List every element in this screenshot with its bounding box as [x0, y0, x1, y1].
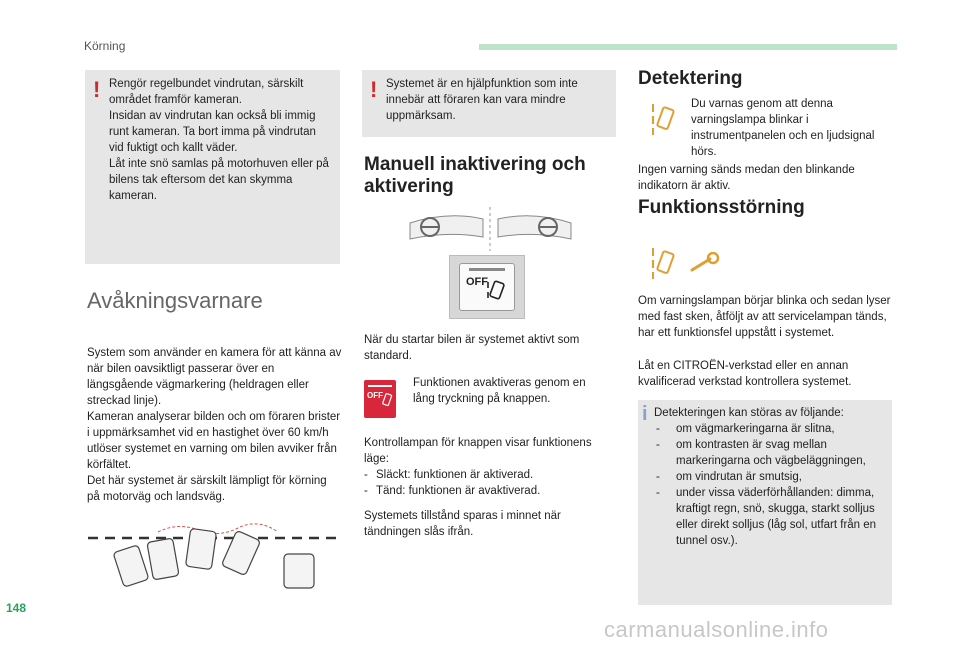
off-button: [459, 263, 515, 311]
warning-text: Rengör regelbundet vindrutan, särskilt området framför kameran. Insidan av vindrutan kan också bli immig runt kameran. Ta bort imma på vindrutan vid fuktigt och kallt väder. Låt inte snö samlas på motorhuven eller på bilens tak eftersom det kan skymma kameran.: [109, 78, 329, 202]
warning-icon: !: [93, 77, 101, 102]
lane-departure-illustration: [88, 518, 338, 590]
list-item: - Tänd: funktionen är avaktiverad.: [364, 483, 609, 499]
detection-text: Du varnas genom att denna varningslampa blinkar i instrumentpanelen och en ljudsignal hörs.: [691, 98, 875, 158]
off-button-icon: OFF: [364, 380, 396, 418]
warning-box-assist: [362, 70, 616, 137]
no-warning-text: Ingen varning sänds medan den blinkande indikatorn är aktiv.: [638, 164, 855, 192]
heading-manual-deactivation: Manuell inaktivering och aktivering: [364, 154, 586, 197]
warning-box-camera: [85, 70, 340, 264]
list-item: - om kontrasten är svag mellan markeringarna och vägbeläggningen,: [656, 437, 886, 469]
lamp-status-description: Kontrollampan för knappen visar funktionens läge: - Släckt: funktionen är aktiverad. - Tänd: funktionen är avaktiverad.: [364, 435, 609, 499]
list-item: - om vindrutan är smutsig,: [656, 469, 886, 485]
lane-departure-lamp-icon: [650, 102, 676, 136]
section-label: Körning: [84, 39, 126, 53]
memory-text: Systemets tillstånd sparas i minnet när tändningen slås ifrån.: [364, 510, 561, 538]
header-accent-bar: [479, 44, 897, 50]
default-state-text: När du startar bilen är systemet aktivt som standard.: [364, 334, 580, 362]
interference-list: [654, 421, 886, 549]
wrench-icon: [688, 252, 720, 274]
lane-departure-description: System som använder en kamera för att känna av när bilen oavsiktligt passerar över en längsgående vägmarkering (heldragen eller streckad linje). Kameran analyserar bilden och om föraren brister i uppmärksamhet vid en hastighet över 60 km/h utlöser systemet en varning om bilen avviker från körfältet. Det här systemet är särskilt lämpligt för körning på motorväg och landsväg.: [87, 347, 342, 503]
heading-detection: Detektering: [638, 68, 743, 89]
lane-departure-lamp-icon: [486, 278, 506, 306]
heading-lane-departure: Avåkningsvarnare: [87, 288, 263, 313]
lamp-status-list: [364, 467, 609, 499]
warning-text: Systemet är en hjälpfunktion som inte innebär att föraren kan vara mindre uppmärksam.: [386, 78, 578, 122]
off-button-illustration: [449, 255, 525, 319]
heading-malfunction: Funktionsstörning: [638, 197, 805, 218]
info-box-detection: [638, 400, 892, 605]
malfunction-text-2: Låt en CITROËN-verkstad eller en annan kvalificerad verkstad kontrollera systemet.: [638, 360, 852, 388]
dashboard-illustration: [408, 205, 573, 253]
list-item: - om vägmarkeringarna är slitna,: [656, 421, 886, 437]
off-label: OFF: [466, 276, 488, 288]
deactivate-instruction: Funktionen avaktiveras genom en lång tryckning på knappen.: [413, 377, 586, 405]
watermark: carmanualsonline.info: [604, 617, 829, 642]
list-item: - under vissa väderförhållanden: dimma, kraftigt regn, snö, skugga, starkt solljus eller direkt solljus (låg sol, utfart från en tunnel osv.).: [656, 485, 886, 549]
warning-icon: !: [370, 77, 378, 102]
lane-departure-lamp-icon: [650, 246, 676, 280]
info-icon: i: [642, 403, 648, 425]
info-text: Detekteringen kan störas av följande: - om vägmarkeringarna är slitna, - om kontrasten är svag mellan markeringarna och vägbeläggningen, - om vindrutan är smutsig, - under vissa väderförhållanden: dimma, kraftigt regn, snö, skugga, starkt solljus eller direkt solljus (låg sol, utfart från en tunnel osv.).: [654, 405, 886, 549]
page-number: 148: [6, 601, 27, 615]
list-item: - Släckt: funktionen är aktiverad.: [364, 467, 609, 483]
malfunction-text-1: Om varningslampan börjar blinka och sedan lyser med fast sken, åtföljt av att servicelampan tänds, har ett funktionsfel uppstått i systemet.: [638, 295, 891, 339]
